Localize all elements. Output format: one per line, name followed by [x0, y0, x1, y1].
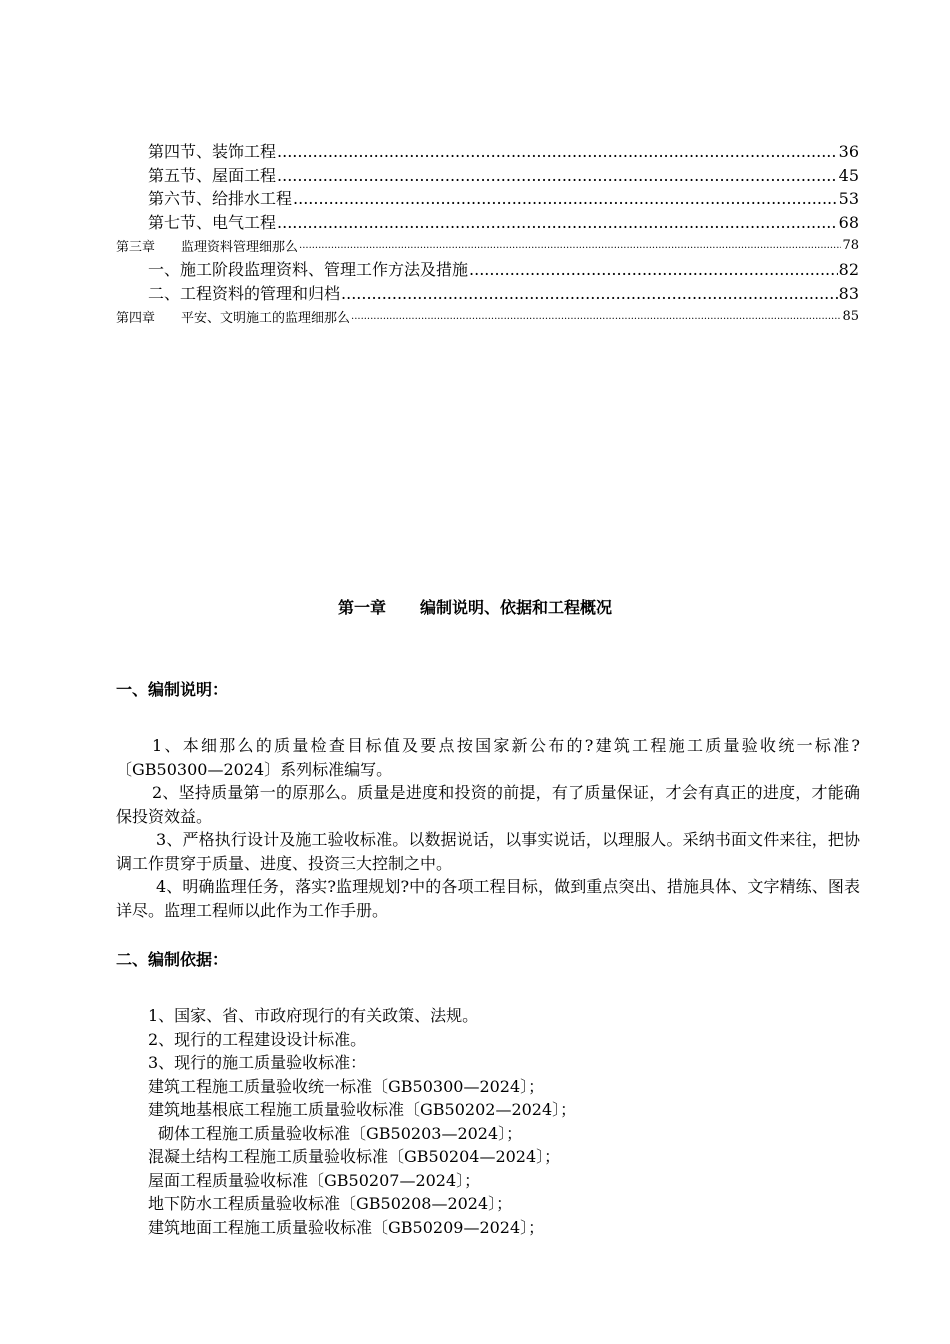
list-item: 混凝土结构工程施工质量验收标准〔GB50204—2024〕；: [148, 1147, 561, 1166]
paragraph: 3、严格执行设计及施工验收标准。以数据说话，以事实说话，以理服人。采纳书面文件来往，把协调工作贯穿于质量、进度、投资三大控制之中。: [116, 830, 860, 873]
toc-leader-dots: [299, 240, 841, 251]
list-item: 地下防水工程质量验收标准〔GB50208—2024〕；: [148, 1194, 513, 1213]
list-item: 建筑地基根底工程施工质量验收标准〔GB50202—2024〕；: [148, 1100, 577, 1119]
toc-entry-page: 83: [838, 283, 859, 303]
toc-chapter-title: 平安、文明施工的监理细那么: [181, 310, 351, 326]
toc-entry-page: 82: [838, 260, 859, 279]
toc-chapter-number: 第三章: [116, 239, 156, 255]
toc-chapter-title: 监理资料管理细那么: [181, 239, 299, 255]
section-heading-compilation-basis: 二、编制依据：: [116, 950, 229, 969]
toc-entry-page: 85: [842, 308, 859, 324]
toc-entry[interactable]: [0, 257, 950, 281]
chapter-number: 第一章: [337, 598, 386, 617]
chapter-heading: [0, 595, 950, 618]
section-heading-compilation-notes: 一、编制说明：: [116, 680, 229, 699]
toc-entry-title: 第四节、装饰工程: [148, 142, 277, 161]
toc-leader-dots: [351, 311, 841, 322]
toc-entry-page: 53: [838, 189, 859, 208]
toc-chapter-entry[interactable]: [0, 233, 950, 257]
toc-entry[interactable]: [0, 186, 950, 210]
toc-entry-page: 68: [838, 212, 859, 232]
toc-entry[interactable]: [0, 139, 950, 163]
paragraph: 1、本细那么的质量检查目标值及要点按国家新公布的?建筑工程施工质量验收统一标准?〔GB50300—2024〕系列标准编写。: [116, 736, 860, 779]
toc-entry-page: 36: [838, 142, 859, 161]
toc-entry[interactable]: [0, 281, 950, 305]
paragraph: 2、坚持质量第一的原那么。质量是进度和投资的前提，有了质量保证，才会有真正的进度，才能确保投资效益。: [116, 783, 860, 826]
list-item: 1、国家、省、市政府现行的有关政策、法规。: [148, 1006, 479, 1025]
chapter-title: 编制说明、依据和工程概况: [420, 598, 613, 617]
toc-leader-dots: [293, 189, 838, 208]
list-item: 建筑地面工程施工质量验收标准〔GB50209—2024〕；: [148, 1217, 545, 1237]
list-item: 屋面工程质量验收标准〔GB50207—2024〕；: [148, 1170, 481, 1190]
toc-entry-title: [116, 307, 350, 326]
toc-entry-title: 二、工程资料的管理和归档: [148, 283, 341, 303]
toc-chapter-entry[interactable]: [0, 304, 950, 328]
toc-entry-title: [116, 236, 298, 255]
toc-entry[interactable]: [0, 210, 950, 234]
paragraph: 4、明确监理任务，落实?监理规划?中的各项工程目标，做到重点突出、措施具体、文字精练、图表详尽。监理工程师以此作为工作手册。: [116, 877, 860, 920]
compilation-basis-list: [148, 1004, 848, 1239]
list-item: 建筑工程施工质量验收统一标准〔GB50300—2024〕；: [148, 1076, 545, 1096]
table-of-contents: [0, 139, 950, 328]
toc-entry-title: 第六节、给排水工程: [148, 189, 293, 208]
toc-entry[interactable]: [0, 163, 950, 187]
compilation-notes-body: [116, 734, 860, 922]
toc-entry-title: 第七节、电气工程: [148, 212, 277, 232]
list-item: 2、现行的工程建设设计标准。: [148, 1029, 367, 1049]
list-item: 3、现行的施工质量验收标准：: [148, 1053, 367, 1072]
toc-entry-page: 78: [842, 237, 859, 253]
toc-leader-dots: [277, 142, 838, 161]
toc-entry-title: 一、施工阶段监理资料、管理工作方法及措施: [148, 260, 469, 279]
toc-leader-dots: [341, 284, 838, 303]
toc-entry-title: 第五节、屋面工程: [148, 165, 277, 185]
list-item: 砌体工程施工质量验收标准〔GB50203—2024〕；: [158, 1123, 523, 1143]
toc-entry-page: 45: [838, 165, 859, 185]
toc-leader-dots: [277, 213, 838, 232]
toc-leader-dots: [277, 166, 838, 185]
toc-leader-dots: [469, 260, 838, 279]
toc-chapter-number: 第四章: [116, 310, 156, 326]
